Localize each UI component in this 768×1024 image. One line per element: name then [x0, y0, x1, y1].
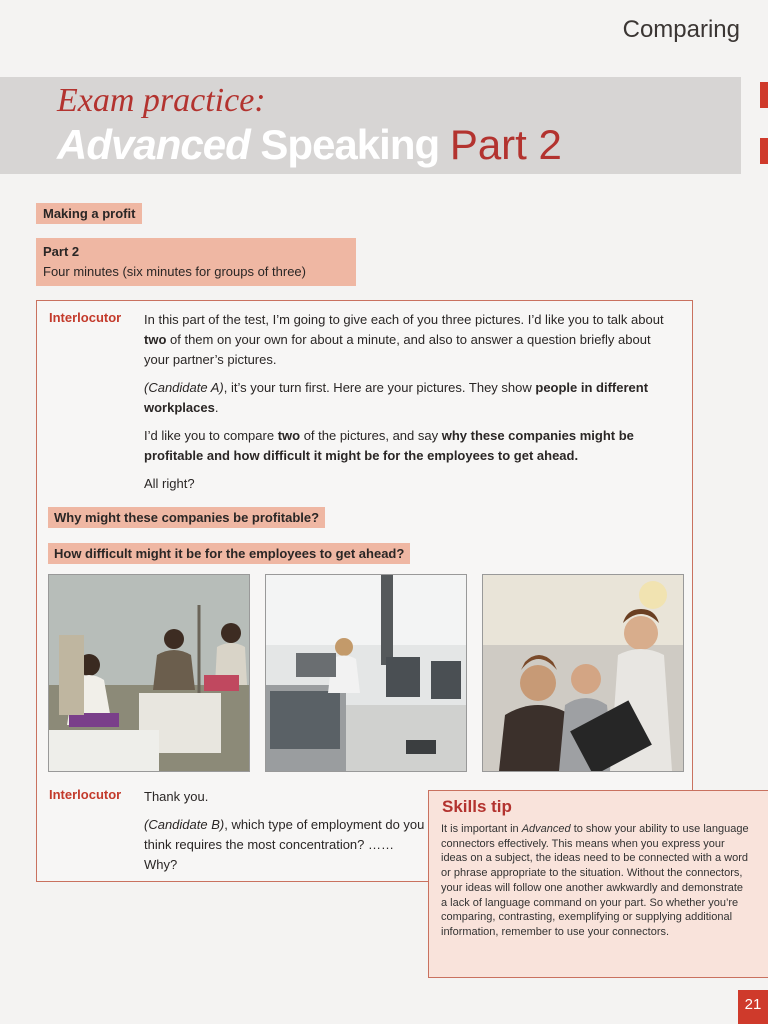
interlocutor-script-2 — [144, 787, 429, 883]
timing-text: Four minutes (six minutes for groups of three) — [43, 264, 306, 279]
skills-tip-title: Skills tip — [442, 797, 512, 816]
exam-practice-kicker: Exam practice: — [57, 82, 266, 119]
interlocutor-script — [144, 310, 679, 502]
section-title: Comparing — [622, 16, 740, 43]
part-label: Part 2 — [43, 244, 80, 259]
office-photo — [265, 574, 467, 772]
script-paragraph: All right? — [144, 476, 195, 491]
script-paragraph: I’d like you to compare two of the pictures, and say why these companies might be profitable and how difficult it might be for the employees to get ahead. — [144, 428, 634, 463]
skills-tip-text: It is important in Advanced to show your ability to use language connectors effectively. This means when you express your ideas on a subject, the ideas need to be connected with a word or phrase appropriate to the situation. Without the connectors, your ideas will follow one another awkwardly and demonstrate a lack of language command on your part. So whether you’re comparing, contrasting, exemplifying or supplying additional information, remember to use your connectors. — [441, 823, 749, 938]
edge-tab-bottom — [760, 138, 768, 164]
question-bar: How difficult might it be for the employees to get ahead? — [48, 543, 410, 564]
script-paragraph: (Candidate B), which type of employment do you think requires the most concentration? …… Why? — [144, 817, 425, 872]
edge-tab-top — [760, 82, 768, 108]
question-bar: Why might these companies be profitable? — [48, 507, 325, 528]
workshop-photo — [48, 574, 250, 772]
script-paragraph: Thank you. — [144, 789, 209, 804]
page-number: 21 — [738, 990, 768, 1024]
topic-label: Making a profit — [36, 203, 142, 224]
speaker-label: Interlocutor — [49, 310, 122, 325]
page-title — [57, 121, 562, 169]
part-info-box — [36, 238, 356, 286]
script-paragraph: In this part of the test, I’m going to give each of you three pictures. I’d like you to talk about two of them on your own for about a minute, and also to answer a question briefly about your partner’s pictures. — [144, 312, 664, 367]
speaker-label: Interlocutor — [49, 787, 122, 802]
title-part: Part 2 — [449, 121, 562, 168]
meeting-photo — [482, 574, 684, 772]
title-advanced: Advanced — [57, 121, 250, 168]
script-paragraph: (Candidate A), it’s your turn first. Here are your pictures. They show people in different workplaces. — [144, 380, 649, 415]
title-speaking: Speaking — [260, 121, 440, 168]
